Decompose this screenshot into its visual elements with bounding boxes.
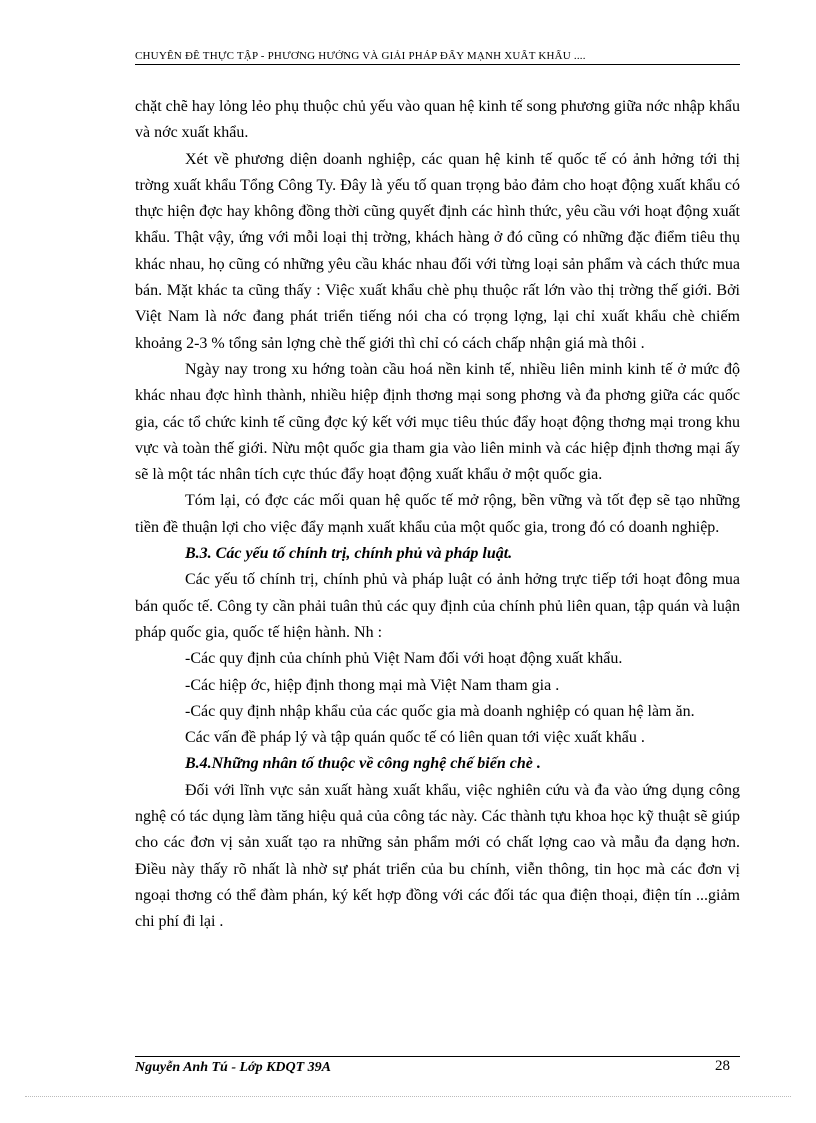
section-heading: B.4.Những nhân tố thuộc về công nghệ chế biến chè . xyxy=(185,755,541,773)
paragraph: Đối với lĩnh vực sản xuất hàng xuất khẩu, việc nghiên cứu và đa vào ứng dụng công nghệ có tác dụng làm tăng hiệu quả của công tác này. Các thành tựu khoa học kỹ thuật sẽ giúp cho các đơn vị sản xuất tạo ra những sản phẩm mới có chất lợng cao và mẫu đa dạng hơn. Điều này thấy rõ nhất là nhờ sự phát triển của bu chính, viễn thông, tin học mà các đơn vị ngoại thơng có thể đàm phán, ký kết hợp đồng với các đối tác qua điện thoại, điện tín ...giảm chi phí đi lại . xyxy=(135,781,740,931)
section-heading: B.3. Các yếu tố chính trị, chính phủ và pháp luật. xyxy=(185,545,513,563)
footer-author: Nguyễn Anh Tú - Lớp KDQT 39A xyxy=(135,1060,332,1075)
footer-divider xyxy=(135,1056,740,1057)
paragraph: Ngày nay trong xu hớng toàn cầu hoá nền kinh tế, nhiều liên minh kinh tế ở mức độ khác nhau đợc hình thành, nhiều hiệp định thơng mại song phơng và đa phơng giữa các quốc gia, các tổ chức kinh tế cũng đợc ký kết với mục tiêu thúc đẩy hoạt động thơng mại trong khu vực và toàn thế giới. Nừu một quốc gia tham gia vào liên minh và các hiệp định thơng mại ấy sẽ là một tác nhân tích cực thúc đẩy hoạt động xuất khẩu ở một quốc gia. xyxy=(135,360,740,484)
paragraph: chặt chẽ hay lỏng lẻo phụ thuộc chủ yếu vào quan hệ kinh tế song phương giữa nớc nhập khẩu và nớc xuất khẩu. xyxy=(135,98,740,142)
list-item: -Các quy định nhập khẩu của các quốc gia mà doanh nghiệp có quan hệ làm ăn. xyxy=(185,702,695,720)
list-item: -Các quy định của chính phủ Việt Nam đối với hoạt động xuất khẩu. xyxy=(185,650,623,668)
page-number: 28 xyxy=(715,1058,730,1074)
paragraph: Tóm lại, có đợc các mối quan hệ quốc tế mở rộng, bền vững và tốt đẹp sẽ tạo những tiền đề thuận lợi cho việc đẩy mạnh xuất khẩu của một quốc gia, trong đó có doanh nghiệp. xyxy=(135,492,740,536)
paragraph: Các vấn đề pháp lý và tập quán quốc tế có liên quan tới việc xuất khẩu . xyxy=(185,729,645,747)
paragraph: Các yếu tố chính trị, chính phủ và pháp luật có ảnh hởng trực tiếp tới hoạt đông mua bán quốc tế. Công ty cần phải tuân thủ các quy định của chính phủ liên quan, tập quán và luận pháp quốc gia, quốc tế hiện hành. Nh : xyxy=(135,571,740,641)
paragraph: Xét về phương diện doanh nghiệp, các quan hệ kinh tế quốc tế có ảnh hởng tới thị trờng xuất khẩu Tổng Công Ty. Đây là yếu tố quan trọng bảo đảm cho hoạt động xuất khẩu có thực hiện đợc hay không đồng thời cũng quyết định các hình thức, yêu cầu với hoạt động xuất khẩu. Thật vậy, ứng với mỗi loại thị trờng, khách hàng ở đó cũng có những đặc điểm tiêu thụ khác nhau, họ cũng có những yêu cầu khác nhau đối với từng loại sản phẩm và cách thức mua bán. Mặt khác ta cũng thấy : Việc xuất khẩu chè phụ thuộc rất lớn vào thị trờng thế giới. Bởi Việt Nam là nớc đang phát triển tiếng nói cha có trọng lợng, lại chỉ xuất khẩu chè chiếm khoảng 2-3 % tổng sản lợng chè thế giới thì chỉ có cách chấp nhận giá mà thôi . xyxy=(135,150,740,352)
document-body xyxy=(135,94,740,936)
page-header: CHUYÊN ĐỀ THỰC TẬP - PHƯƠNG HƯỚNG VÀ GIẢI PHÁP ĐẨY MẠNH XUẤT KHẨU .... xyxy=(135,50,740,65)
page-edge-divider xyxy=(25,1096,791,1097)
list-item: -Các hiệp ớc, hiệp định thong mại mà Việt Nam tham gia . xyxy=(185,676,560,694)
